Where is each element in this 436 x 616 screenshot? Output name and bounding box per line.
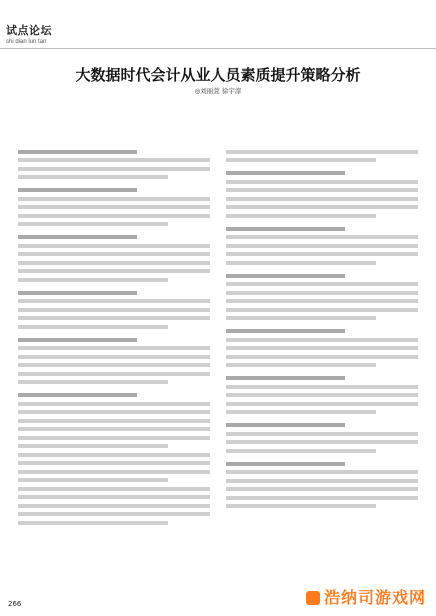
body-line-placeholder xyxy=(226,440,418,444)
body-line-placeholder xyxy=(226,363,376,367)
body-line-placeholder xyxy=(226,235,418,239)
body-heading-placeholder xyxy=(226,376,345,380)
body-heading-placeholder xyxy=(226,329,345,333)
body-line-placeholder xyxy=(18,402,210,406)
body-line-placeholder xyxy=(226,158,376,162)
body-line-placeholder xyxy=(18,487,210,491)
body-line-placeholder xyxy=(226,393,418,397)
body-line-placeholder xyxy=(226,282,418,286)
body-line-placeholder xyxy=(18,158,210,162)
body-line-placeholder xyxy=(18,470,210,474)
body-line-placeholder xyxy=(18,495,210,499)
body-line-placeholder xyxy=(226,355,418,359)
body-line-placeholder xyxy=(226,432,418,436)
body-heading-placeholder xyxy=(18,393,137,397)
watermark-text: 浩纳司游戏网 xyxy=(323,588,426,607)
body-line-placeholder xyxy=(226,299,418,303)
body-line-placeholder xyxy=(226,316,376,320)
body-line-placeholder xyxy=(226,487,418,491)
body-line-placeholder xyxy=(18,214,210,218)
body-line-placeholder xyxy=(226,402,418,406)
body-line-placeholder xyxy=(226,180,418,184)
body-line-placeholder xyxy=(226,470,418,474)
body-line-placeholder xyxy=(18,205,210,209)
body-line-placeholder xyxy=(226,308,418,312)
body-heading-placeholder xyxy=(18,291,137,295)
body-line-placeholder xyxy=(18,436,210,440)
section-header xyxy=(6,22,52,45)
body-line-placeholder xyxy=(226,197,418,201)
body-line-placeholder xyxy=(226,496,418,500)
site-logo-icon xyxy=(306,591,320,605)
header-divider xyxy=(0,48,436,49)
body-line-placeholder xyxy=(226,291,418,295)
body-heading-placeholder xyxy=(226,227,345,231)
body-line-placeholder xyxy=(226,338,418,342)
body-line-placeholder xyxy=(18,278,168,282)
body-line-placeholder xyxy=(18,308,210,312)
body-line-placeholder xyxy=(226,449,376,453)
body-heading-placeholder xyxy=(226,171,345,175)
body-line-placeholder xyxy=(18,222,168,226)
body-line-placeholder xyxy=(226,205,418,209)
body-heading-placeholder xyxy=(226,462,345,466)
body-line-placeholder xyxy=(18,261,210,265)
body-line-placeholder xyxy=(18,167,210,171)
body-line-placeholder xyxy=(18,252,210,256)
body-line-placeholder xyxy=(226,410,376,414)
body-line-placeholder xyxy=(18,521,168,525)
body-heading-placeholder xyxy=(18,338,137,342)
body-line-placeholder xyxy=(18,444,168,448)
body-line-placeholder xyxy=(18,461,210,465)
body-line-placeholder xyxy=(226,214,376,218)
article-body xyxy=(18,145,418,584)
body-line-placeholder xyxy=(226,346,418,350)
body-line-placeholder xyxy=(18,325,168,329)
body-line-placeholder xyxy=(18,504,210,508)
body-line-placeholder xyxy=(226,188,418,192)
body-line-placeholder xyxy=(18,355,210,359)
body-heading-placeholder xyxy=(18,188,137,192)
body-heading-placeholder xyxy=(226,274,345,278)
body-column-left xyxy=(18,145,210,584)
body-heading-placeholder xyxy=(226,423,345,427)
body-column-right xyxy=(226,145,418,584)
article-authors: ◎刘丽萱 徐宇淳 xyxy=(194,87,242,95)
body-line-placeholder xyxy=(226,479,418,483)
body-line-placeholder xyxy=(18,410,210,414)
site-watermark xyxy=(306,585,426,608)
body-line-placeholder xyxy=(18,427,210,431)
body-line-placeholder xyxy=(18,363,210,367)
body-line-placeholder xyxy=(226,385,418,389)
body-line-placeholder xyxy=(18,197,210,201)
article-title: 大数据时代会计从业人员素质提升策略分析 xyxy=(75,66,361,84)
body-line-placeholder xyxy=(18,419,210,423)
body-line-placeholder xyxy=(226,244,418,248)
article-abstract xyxy=(28,102,408,128)
article-keywords xyxy=(28,129,408,138)
body-line-placeholder xyxy=(18,244,210,248)
body-line-placeholder xyxy=(18,346,210,350)
body-line-placeholder xyxy=(226,504,376,508)
body-heading-placeholder xyxy=(18,150,137,154)
body-line-placeholder xyxy=(18,316,210,320)
body-line-placeholder xyxy=(226,150,418,154)
body-line-placeholder xyxy=(18,372,210,376)
body-line-placeholder xyxy=(18,512,210,516)
body-line-placeholder xyxy=(18,380,168,384)
body-line-placeholder xyxy=(226,261,376,265)
body-line-placeholder xyxy=(18,175,168,179)
body-line-placeholder xyxy=(18,269,210,273)
body-line-placeholder xyxy=(18,453,210,457)
body-heading-placeholder xyxy=(18,235,137,239)
page-number: 266 xyxy=(8,600,22,608)
body-line-placeholder xyxy=(226,252,418,256)
body-line-placeholder xyxy=(18,299,210,303)
section-subtitle: shi dian lun tan xyxy=(6,39,47,45)
body-line-placeholder xyxy=(18,478,168,482)
section-title: 试点论坛 xyxy=(6,24,52,37)
